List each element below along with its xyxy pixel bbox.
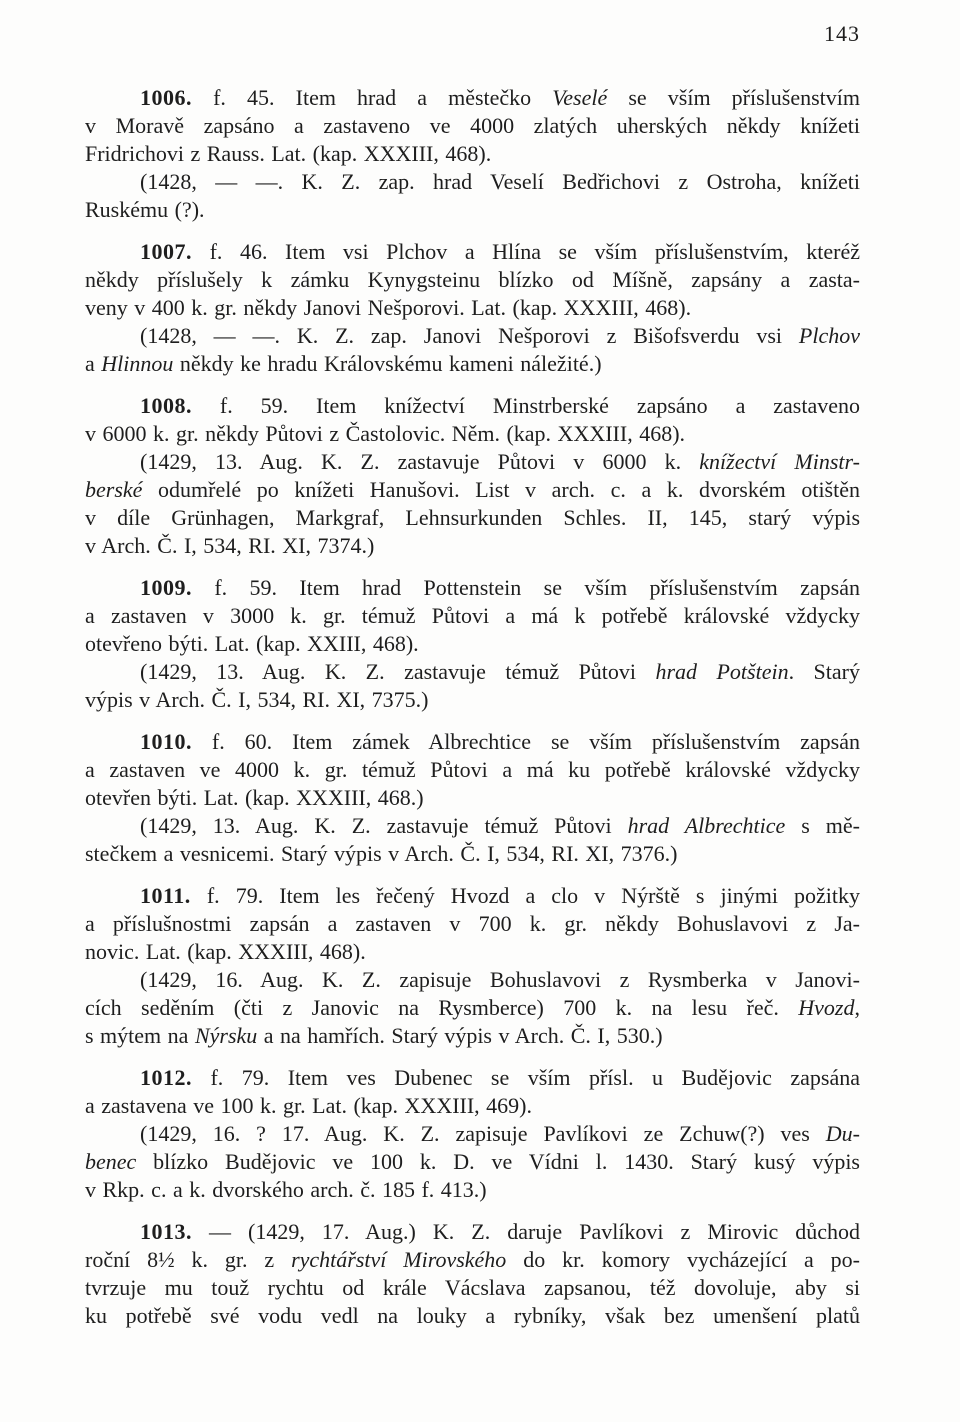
entries-container xyxy=(85,84,860,1330)
text-run: v Moravě zapsáno a zastaveno ve 4000 zlatých uherských někdy knížeti xyxy=(85,113,860,138)
text-run: v 6000 k. gr. někdy Půtovi z Častolovic. Něm. (kap. XXXIII, 468). xyxy=(85,421,686,446)
text-line xyxy=(85,966,860,994)
text-run: a na hamřích. Starý výpis v Arch. Č. I, 530.) xyxy=(257,1023,663,1048)
text-run: (1429, 13. Aug. K. Z. zastavuje témuž Půtovi xyxy=(140,813,628,838)
text-run: někdy příslušely k zámku Kynygsteinu blízko od Míšně, zapsány a zasta- xyxy=(85,267,860,292)
text-run: . Starý xyxy=(788,659,860,684)
text-run: Hlinnou xyxy=(101,351,174,376)
entry-1013 xyxy=(85,1218,860,1330)
text-run: otevřen býti. Lat. (kap. XXXIII, 468.) xyxy=(85,785,424,810)
text-run: benec xyxy=(85,1149,137,1174)
text-run: (1428, — —. K. Z. zap. hrad Veselí Bedřichovi z Ostroha, knížeti xyxy=(140,169,860,194)
entry-number: 1013. xyxy=(140,1219,192,1244)
text-run: do kr. komory vycházející a po- xyxy=(506,1247,860,1272)
text-line xyxy=(85,1302,860,1330)
text-line xyxy=(85,112,860,140)
text-line xyxy=(85,784,860,812)
text-run: f. 60. Item zámek Albrechtice se vším příslušenstvím zapsán xyxy=(192,729,860,754)
text-line xyxy=(85,476,860,504)
text-line xyxy=(85,504,860,532)
text-run: otevřeno býti. Lat. (kap. XXIII, 468). xyxy=(85,631,419,656)
text-run: rychtářství Mirovského xyxy=(291,1247,507,1272)
entry-1012 xyxy=(85,1064,860,1204)
text-line xyxy=(85,266,860,294)
entry-number: 1011. xyxy=(140,883,191,908)
text-run: s mýtem na xyxy=(85,1023,195,1048)
text-line xyxy=(85,574,860,602)
text-line xyxy=(85,686,860,714)
entry-number: 1010. xyxy=(140,729,192,754)
text-line xyxy=(85,196,860,224)
text-run: někdy ke hradu Královskému kameni náležité.) xyxy=(173,351,602,376)
paragraph xyxy=(85,322,860,378)
text-run: ku potřebě své vodu vedl na louky a rybníky, však bez umenšení platů xyxy=(85,1303,860,1328)
text-run: f. 45. Item hrad a městečko xyxy=(192,85,553,110)
text-run: v Arch. Č. I, 534, RI. XI, 7374.) xyxy=(85,533,375,558)
text-line xyxy=(85,448,860,476)
text-run: f. 59. Item knížectví Minstrberské zapsáno a zastaveno xyxy=(192,393,860,418)
text-run: a zastaven ve 4000 k. gr. témuž Půtovi a má ku potřebě královské vždycky xyxy=(85,757,860,782)
text-line xyxy=(85,994,860,1022)
text-line xyxy=(85,1092,860,1120)
text-run: Hvozd xyxy=(798,995,855,1020)
entry-1006 xyxy=(85,84,860,224)
text-line xyxy=(85,140,860,168)
text-run: f. 59. Item hrad Pottenstein se vším příslušenstvím zapsán xyxy=(192,575,860,600)
text-run: v díle Grünhagen, Markgraf, Lehnsurkunden Schles. II, 145, starý výpis xyxy=(85,505,860,530)
text-line xyxy=(85,756,860,784)
text-line xyxy=(85,1274,860,1302)
text-run: (1429, 13. Aug. K. Z. zastavuje Půtovi v 6000 k. xyxy=(140,449,700,474)
text-run: a zastaven v 3000 k. gr. témuž Půtovi a má k potřebě královské vždycky xyxy=(85,603,860,628)
page-number: 143 xyxy=(824,21,860,46)
paragraph xyxy=(85,448,860,560)
text-run: stečkem a vesnicemi. Starý výpis v Arch. Č. I, 534, RI. XI, 7376.) xyxy=(85,841,678,866)
text-line xyxy=(85,420,860,448)
text-run: f. 46. Item vsi Plchov a Hlína se vším příslušenstvím, kteréž xyxy=(192,239,860,264)
entry-1009 xyxy=(85,574,860,714)
entry-number: 1007. xyxy=(140,239,192,264)
entry-1007 xyxy=(85,238,860,378)
text-run: cích seděním (čti z Janovic na Rysmberce) 700 k. na lesu řeč. xyxy=(85,995,799,1020)
paragraph xyxy=(85,392,860,448)
text-run: Du- xyxy=(825,1121,860,1146)
entry-1011 xyxy=(85,882,860,1050)
paragraph xyxy=(85,574,860,658)
text-line xyxy=(85,1120,860,1148)
text-run: a xyxy=(85,351,102,376)
text-line xyxy=(85,1148,860,1176)
text-line xyxy=(85,812,860,840)
text-run: roční 8½ k. gr. z xyxy=(85,1247,292,1272)
text-run: hrad Albrechtice xyxy=(627,813,786,838)
text-line xyxy=(85,1246,860,1274)
entry-1008 xyxy=(85,392,860,560)
text-run: (1429, 13. Aug. K. Z. zastavuje témuž Půtovi xyxy=(140,659,656,684)
text-line xyxy=(85,910,860,938)
text-run: hrad Potštein xyxy=(655,659,789,684)
paragraph xyxy=(85,1064,860,1120)
text-line xyxy=(85,322,860,350)
text-run: a příslušnostmi zapsán a zastaven v 700 k. gr. někdy Bohuslavovi z Ja- xyxy=(85,911,860,936)
text-run: novic. Lat. (kap. XXXIII, 468). xyxy=(85,939,366,964)
text-run: tvrzuje mu touž rychtu od krále Vácslava zapsanou, též dovoluje, aby si xyxy=(85,1275,860,1300)
text-run: blízko Budějovic ve 100 k. D. ve Vídni l. 1430. Starý kusý výpis xyxy=(136,1149,860,1174)
text-line xyxy=(85,1218,860,1246)
text-run: f. 79. Item ves Dubenec se vším přísl. u Budějovic zapsána xyxy=(192,1065,860,1090)
text-line xyxy=(85,294,860,322)
text-run: s mě- xyxy=(785,813,861,838)
text-line xyxy=(85,840,860,868)
paragraph xyxy=(85,238,860,322)
paragraph xyxy=(85,1120,860,1204)
text-line xyxy=(85,532,860,560)
text-line xyxy=(85,392,860,420)
text-line xyxy=(85,1022,860,1050)
text-line xyxy=(85,728,860,756)
paragraph xyxy=(85,658,860,714)
paragraph xyxy=(85,812,860,868)
paragraph xyxy=(85,728,860,812)
text-line xyxy=(85,350,860,378)
text-run: berské xyxy=(85,477,143,502)
text-line xyxy=(85,602,860,630)
text-line xyxy=(85,168,860,196)
paragraph xyxy=(85,882,860,966)
text-run: (1428, — —. K. Z. zap. Janovi Nešporovi z Bišofsverdu vsi xyxy=(140,323,799,348)
text-block xyxy=(85,0,860,1344)
text-run: Fridrichovi z Rauss. Lat. (kap. XXXIII, 468). xyxy=(85,141,492,166)
text-line xyxy=(85,1064,860,1092)
paragraph xyxy=(85,84,860,168)
entry-number: 1009. xyxy=(140,575,192,600)
paragraph xyxy=(85,1218,860,1330)
text-run: výpis v Arch. Č. I, 534, RI. XI, 7375.) xyxy=(85,687,429,712)
text-run: Plchov xyxy=(798,323,860,348)
text-run: veny v 400 k. gr. někdy Janovi Nešporovi. Lat. (kap. XXXIII, 468). xyxy=(85,295,692,320)
text-run: v Rkp. c. a k. dvorského arch. č. 185 f. 413.) xyxy=(85,1177,487,1202)
text-run: Nýrsku xyxy=(194,1023,258,1048)
entry-1010 xyxy=(85,728,860,868)
text-line xyxy=(85,1176,860,1204)
text-line xyxy=(85,84,860,112)
entry-number: 1006. xyxy=(140,85,192,110)
text-run: — (1429, 17. Aug.) K. Z. daruje Pavlíkovi z Mirovic důchod xyxy=(192,1219,860,1244)
paragraph xyxy=(85,966,860,1050)
paragraph xyxy=(85,168,860,224)
text-line xyxy=(85,882,860,910)
text-run: , xyxy=(854,995,860,1020)
text-run: f. 79. Item les řečený Hvozd a clo v Nýrště s jinými požitky xyxy=(190,883,860,908)
text-run: (1429, 16. ? 17. Aug. K. Z. zapisuje Pavlíkovi ze Zchuw(?) ves xyxy=(140,1121,826,1146)
text-run: odumřelé po knížeti Hanušovi. List v arch. c. a k. dvorském otištěn xyxy=(142,477,860,502)
text-line xyxy=(85,938,860,966)
text-line xyxy=(85,238,860,266)
text-run: (1429, 16. Aug. K. Z. zapisuje Bohuslavovi z Rysmberka v Janovi- xyxy=(140,967,860,992)
text-run: Veselé xyxy=(552,85,608,110)
text-run: knížectví Minstr- xyxy=(699,449,860,474)
text-line xyxy=(85,630,860,658)
text-run: se vším příslušenstvím xyxy=(607,85,860,110)
text-run: a zastavena ve 100 k. gr. Lat. (kap. XXXIII, 469). xyxy=(85,1093,533,1118)
entry-number: 1008. xyxy=(140,393,192,418)
text-line xyxy=(85,658,860,686)
entry-number: 1012. xyxy=(140,1065,192,1090)
text-run: Ruskému (?). xyxy=(85,197,205,222)
